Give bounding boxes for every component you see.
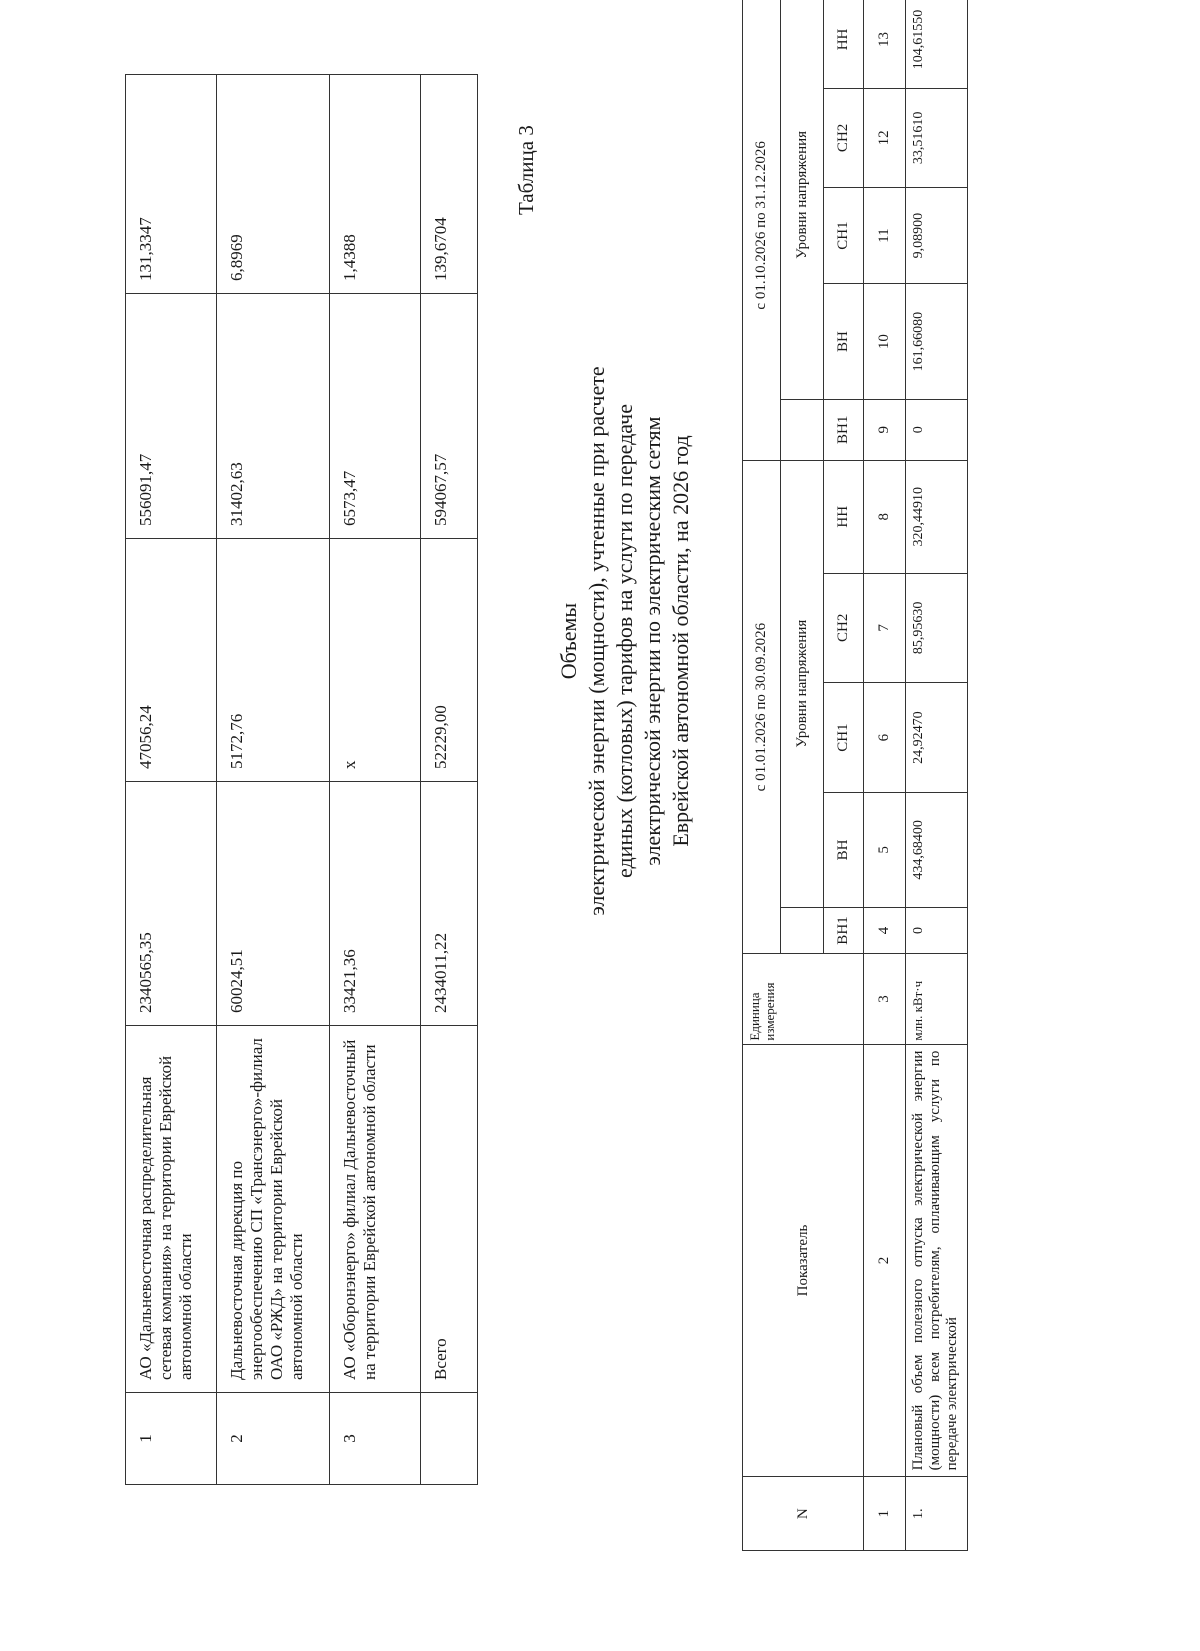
header-levels: Уровни напряжения xyxy=(781,0,824,399)
header-levels: Уровни напряжения xyxy=(781,460,824,907)
header-row xyxy=(743,0,781,1551)
value-cell: 1,4388 xyxy=(330,75,421,294)
value-cell: 60024,51 xyxy=(217,782,330,1026)
table-caption: Таблица 3 xyxy=(514,125,538,215)
header-period-2: с 01.10.2026 по 31.12.2026 xyxy=(743,0,781,460)
row-number xyxy=(421,1393,478,1485)
value-cell: 104,61550 xyxy=(906,0,968,88)
title-line: Объемы xyxy=(556,602,581,680)
title-line: электрической энергии (мощности), учтенные при расчете xyxy=(584,366,609,916)
value-cell: 2340565,35 xyxy=(126,782,217,1026)
level-header: СН1 xyxy=(824,187,864,283)
volumes-table xyxy=(742,0,968,1551)
indicator-text: Плановый объем полезного отпуска электрической энергии (мощности) всем потребителям, оплачивающим услуги по передаче электрической xyxy=(906,1044,968,1477)
column-number: 6 xyxy=(864,682,906,792)
value-cell: 5172,76 xyxy=(217,539,330,782)
column-number-row xyxy=(864,0,906,1551)
organization-name: Дальневосточная дирекция по энергообеспечению СП «Трансэнерго»-филиал ОАО «РЖД» на территории Еврейской автономной области xyxy=(217,1026,330,1393)
value-cell: 139,6704 xyxy=(421,75,478,294)
value-cell: 2434011,22 xyxy=(421,782,478,1026)
value-cell: 33,51610 xyxy=(906,88,968,187)
level-header: СН2 xyxy=(824,573,864,682)
table-row-total xyxy=(421,75,478,1485)
title-line: Еврейской автономной области, на 2026 год xyxy=(668,435,693,847)
title-line: электрической энергии по электрическим сетям xyxy=(640,416,665,866)
row-number: 3 xyxy=(330,1393,421,1485)
row-number: 1 xyxy=(126,1393,217,1485)
level-header: СН1 xyxy=(824,682,864,792)
column-number: 8 xyxy=(864,460,906,573)
value-cell: 47056,24 xyxy=(126,539,217,782)
level-header: ВН1 xyxy=(824,399,864,460)
column-number: 13 xyxy=(864,0,906,88)
table-row xyxy=(906,0,968,1551)
header-n: N xyxy=(743,1477,864,1551)
column-number: 10 xyxy=(864,284,906,399)
value-cell: 85,95630 xyxy=(906,573,968,682)
level-header: ВН xyxy=(824,284,864,399)
unit-cell: млн. кВт·ч xyxy=(906,954,968,1044)
row-number: 1. xyxy=(906,1477,968,1551)
table-row xyxy=(217,75,330,1485)
total-label: Всего xyxy=(421,1026,478,1393)
value-cell: 31402,63 xyxy=(217,294,330,539)
column-number: 7 xyxy=(864,573,906,682)
table-row xyxy=(126,75,217,1485)
column-number: 5 xyxy=(864,793,906,907)
column-number: 4 xyxy=(864,907,906,954)
value-cell: 33421,36 xyxy=(330,782,421,1026)
column-number: 9 xyxy=(864,399,906,460)
value-cell: 6,8969 xyxy=(217,75,330,294)
value-cell: 9,08900 xyxy=(906,187,968,283)
level-header: СН2 xyxy=(824,88,864,187)
value-cell: x xyxy=(330,539,421,782)
header-period-1: с 01.01.2026 по 30.09.2026 xyxy=(743,460,781,954)
level-header: НН xyxy=(824,0,864,88)
column-number: 12 xyxy=(864,88,906,187)
row-number: 2 xyxy=(217,1393,330,1485)
value-cell: 0 xyxy=(906,907,968,954)
value-cell: 131,3347 xyxy=(126,75,217,294)
column-number: 2 xyxy=(864,1044,906,1477)
column-number: 11 xyxy=(864,187,906,283)
header-unit: Единица измерения xyxy=(743,954,864,1044)
continuation-table xyxy=(125,74,478,1485)
header-indicator: Показатель xyxy=(743,1044,864,1477)
column-number: 1 xyxy=(864,1477,906,1551)
value-cell: 161,66080 xyxy=(906,284,968,399)
value-cell: 24,92470 xyxy=(906,682,968,792)
title-line: единых (котловых) тарифов на услуги по передаче xyxy=(612,404,637,878)
level-header: НН xyxy=(824,460,864,573)
value-cell: 0 xyxy=(906,399,968,460)
value-cell: 594067,57 xyxy=(421,294,478,539)
value-cell: 52229,00 xyxy=(421,539,478,782)
level-header: ВН xyxy=(824,793,864,907)
value-cell: 434,68400 xyxy=(906,793,968,907)
column-number: 3 xyxy=(864,954,906,1044)
value-cell: 320,44910 xyxy=(906,460,968,573)
organization-name: АО «Дальневосточная распределительная сетевая компания» на территории Еврейской автономной области xyxy=(126,1026,217,1393)
value-cell: 556091,47 xyxy=(126,294,217,539)
table-row xyxy=(330,75,421,1485)
value-cell: 6573,47 xyxy=(330,294,421,539)
table-title xyxy=(555,191,695,1091)
level-header: ВН1 xyxy=(824,907,864,954)
organization-name: АО «Оборонэнерго» филиал Дальневосточный на территории Еврейской автономной области xyxy=(330,1026,421,1393)
